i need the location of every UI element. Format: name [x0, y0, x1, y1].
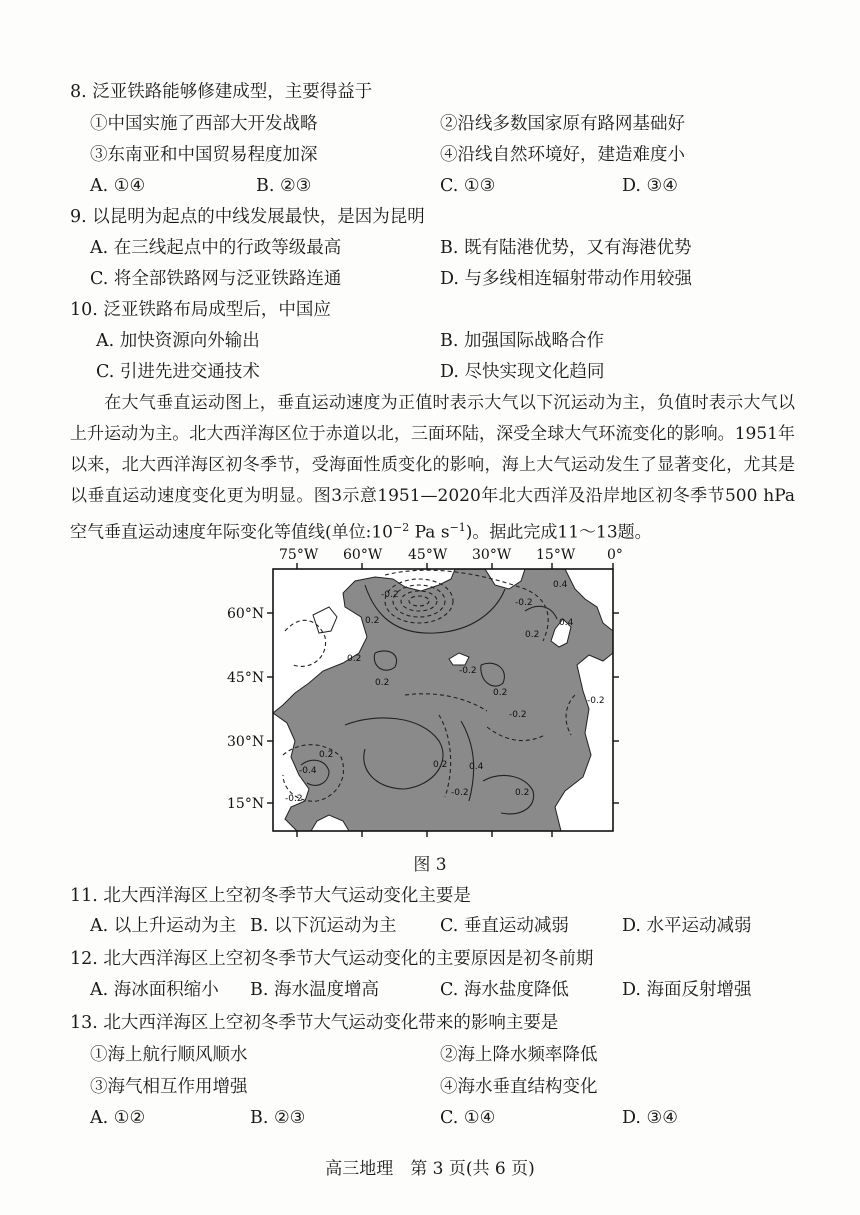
q8-option-b: B. ②③ — [256, 176, 312, 196]
q12-option-d: D. 海面反射增强 — [622, 980, 752, 1000]
contour-label: 0.2 — [319, 750, 334, 760]
lat-label-3: 15°N — [227, 796, 265, 812]
q11-stem: 11. 北大西洋海区上空初冬季节大气运动变化主要是 — [70, 886, 471, 906]
contour-map-figure — [225, 545, 645, 850]
lon-label-5: 0° — [607, 547, 623, 563]
contour-label: -0.2 — [285, 794, 303, 804]
q13-statement-2: ②海上降水频率降低 — [440, 1045, 598, 1065]
passage-unit-exp: −2 — [393, 521, 410, 534]
q9-option-b: B. 既有陆港优势，又有海港优势 — [440, 238, 692, 258]
q11-option-a: A. 以上升运动为主 — [90, 916, 237, 936]
q12-option-a: A. 海冰面积缩小 — [90, 980, 219, 1000]
q8-statement-1: ①中国实施了西部大开发战略 — [90, 114, 318, 134]
q8-statement-3: ③东南亚和中国贸易程度加深 — [90, 145, 318, 165]
contour-label: 0.4 — [553, 580, 568, 590]
contour-label: 0.4 — [469, 762, 484, 772]
q10-option-c: C. 引进先进交通技术 — [96, 362, 260, 382]
q12-option-c: C. 海水盐度降低 — [440, 980, 569, 1000]
passage-text: 在大气垂直运动图上，垂直运动速度为正值时表示大气以下沉运动为主，负值时表示大气以上升运动为主。北大西洋海区位于赤道以北，三面环陆，深受全球大气环流变化的影响。1951年以来，北大西洋海区初冬季节，受海面性质变化的影响，海上大气运动发生了显著变化，尤其是以垂直运动速度变化更为明显。图3示意1951—2020年北大西洋及沿岸地区初冬季节500 hPa空气垂直运动速度年际变化等值线(单位: — [70, 393, 795, 543]
passage — [70, 388, 795, 549]
q13-statement-4: ④海水垂直结构变化 — [440, 1077, 598, 1097]
lon-label-2: 45°W — [408, 547, 448, 563]
q11-option-c: C. 垂直运动减弱 — [440, 916, 569, 936]
q13-option-d: D. ③④ — [622, 1108, 678, 1128]
passage-text-end: )。据此完成11～13题。 — [465, 522, 652, 543]
lat-label-0: 60°N — [227, 606, 265, 622]
q9-stem: 9. 以昆明为起点的中线发展最快，是因为昆明 — [70, 207, 425, 227]
contour-label: -0.4 — [299, 766, 317, 776]
q9-option-d: D. 与多线相连辐射带动作用较强 — [440, 269, 693, 289]
contour-label: -0.2 — [381, 590, 399, 600]
q11-option-d: D. 水平运动减弱 — [622, 916, 752, 936]
q9-option-c: C. 将全部铁路网与泛亚铁路连通 — [90, 269, 342, 289]
contour-label: 0.4 — [559, 618, 574, 628]
contour-label: -0.2 — [509, 710, 527, 720]
q12-stem: 12. 北大西洋海区上空初冬季节大气运动变化的主要原因是初冬前期 — [70, 949, 594, 969]
q10-option-b: B. 加强国际战略合作 — [440, 331, 604, 351]
q13-option-b: B. ②③ — [250, 1108, 306, 1128]
lon-label-3: 30°W — [472, 547, 512, 563]
contour-label: 0.2 — [525, 630, 540, 640]
contour-label: 0.2 — [375, 678, 390, 688]
contour-label: -0.2 — [451, 788, 469, 798]
lat-label-2: 30°N — [227, 734, 265, 750]
passage-unit-tail: Pa s — [409, 522, 450, 543]
q8-statement-4: ④沿线自然环境好，建造难度小 — [440, 145, 685, 165]
q13-option-c: C. ①④ — [440, 1108, 496, 1128]
q8-option-d: D. ③④ — [622, 176, 678, 196]
contour-label: -0.2 — [515, 598, 533, 608]
q8-statement-2: ②沿线多数国家原有路网基础好 — [440, 114, 685, 134]
q13-stem: 13. 北大西洋海区上空初冬季节大气运动变化带来的影响主要是 — [70, 1013, 559, 1033]
contour-label: 0.2 — [347, 654, 362, 664]
contour-map — [225, 545, 645, 850]
lon-label-4: 15°W — [536, 547, 576, 563]
q11-option-b: B. 以下沉运动为主 — [250, 916, 397, 936]
q8-option-c: C. ①③ — [440, 176, 496, 196]
contour-label: 0.2 — [433, 760, 448, 770]
passage-unit-exp2: −1 — [449, 521, 466, 534]
contour-label: 0.2 — [365, 616, 380, 626]
contour-label: 0.2 — [515, 788, 530, 798]
q10-option-a: A. 加快资源向外输出 — [96, 331, 260, 351]
lat-label-1: 45°N — [227, 670, 265, 686]
q13-statement-1: ①海上航行顺风顺水 — [90, 1045, 248, 1065]
contour-label: -0.2 — [587, 696, 605, 706]
q12-option-b: B. 海水温度增高 — [250, 980, 379, 1000]
passage-unit-base: 10 — [371, 522, 393, 543]
contour-label: 0.2 — [493, 688, 508, 698]
q8-option-a: A. ①④ — [90, 176, 146, 196]
q10-option-d: D. 尽快实现文化趋同 — [440, 362, 605, 382]
q13-option-a: A. ①② — [90, 1108, 146, 1128]
q8-stem: 8. 泛亚铁路能够修建成型，主要得益于 — [70, 82, 373, 102]
q10-stem: 10. 泛亚铁路布局成型后，中国应 — [70, 300, 331, 320]
lon-label-0: 75°W — [279, 547, 319, 563]
q13-statement-3: ③海气相互作用增强 — [90, 1077, 248, 1097]
q9-option-a: A. 在三线起点中的行政等级最高 — [90, 238, 342, 258]
lon-label-1: 60°W — [343, 547, 383, 563]
contour-label: -0.2 — [459, 666, 477, 676]
page-footer: 高三地理 第 3 页(共 6 页) — [325, 1159, 535, 1179]
figure-caption: 图 3 — [413, 855, 447, 875]
